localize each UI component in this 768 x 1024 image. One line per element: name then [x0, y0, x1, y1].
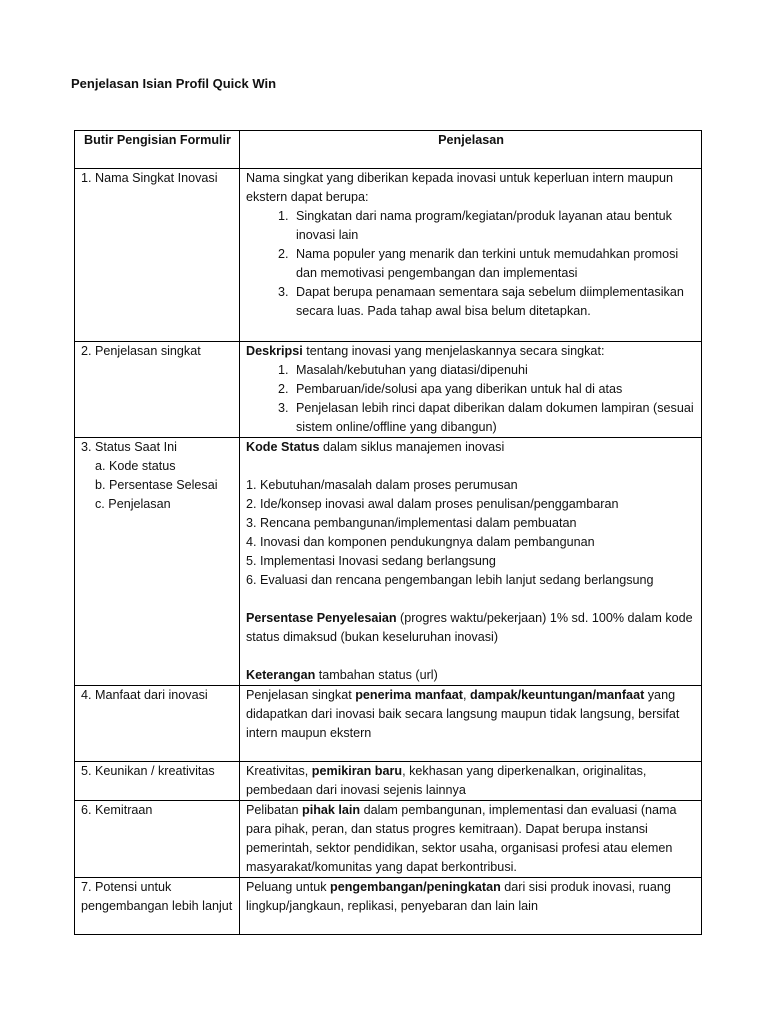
kode-item: 6. Evaluasi dan rencana pengembangan lebih lanjut sedang berlangsung	[246, 573, 654, 587]
sub-item: b. Persentase Selesai	[95, 478, 218, 492]
persentase-text	[246, 609, 696, 647]
persentase-rest: (progres waktu/pekerjaan) 1% sd. 100% dalam kode status dimaksud (bukan keseluruhan inovasi)	[246, 611, 693, 644]
explanation-table	[74, 130, 702, 935]
row-label: 2. Penjelasan singkat	[75, 342, 240, 438]
text: yang didapatkan dari inovasi baik secara langsung maupun tidak langsung, bersifat intern maupun ekstern	[246, 688, 680, 740]
bold-term: pengembangan/peningkatan	[330, 880, 501, 894]
text: Penjelasan singkat	[246, 688, 356, 702]
numbered-list	[246, 361, 696, 437]
text: Pelibatan	[246, 803, 303, 817]
bold-term: Keterangan	[246, 668, 316, 682]
header-butir: Butir Pengisian Formulir	[75, 131, 240, 169]
row-explanation	[240, 342, 702, 438]
bold-term: pihak lain	[302, 803, 361, 817]
heading-text: dalam siklus manajemen inovasi	[319, 440, 505, 454]
bold-term: Kode Status	[246, 440, 320, 454]
table-header-row	[75, 131, 702, 169]
text: dari sisi produk inovasi, ruang lingkup/jangkaun, replikasi, penyebaran dan lain lain	[246, 880, 671, 913]
table-row	[75, 342, 702, 438]
kode-item: 2. Ide/konsep inovasi awal dalam proses penulisan/penggambaran	[246, 497, 619, 511]
row-label	[75, 438, 240, 686]
table-row	[75, 762, 702, 801]
sub-item: c. Penjelasan	[95, 497, 171, 511]
bold-term: Deskripsi	[246, 344, 303, 358]
row-label: 4. Manfaat dari inovasi	[75, 686, 240, 762]
row-intro: Nama singkat yang diberikan kepada inovasi untuk keperluan intern maupun ekstern dapat berupa:	[246, 171, 674, 204]
row-explanation	[240, 762, 702, 801]
kode-status-heading	[246, 438, 696, 457]
table-row	[75, 801, 702, 878]
kode-item: 3. Rencana pembangunan/implementasi dalam pembuatan	[246, 516, 577, 530]
list-item: 3. Dapat berupa penamaan sementara saja sebelum diimplementasikan secara luas. Pada tahap awal bisa belum ditetapkan.	[292, 283, 696, 321]
text: Peluang untuk	[246, 880, 331, 894]
bold-term: Persentase Penyelesaian	[246, 611, 397, 625]
table-row	[75, 438, 702, 686]
row-explanation	[240, 686, 702, 762]
bold-term: penerima manfaat	[355, 688, 464, 702]
text: , kekhasan yang diperkenalkan, originalitas, pembedaan dari inovasi sejenis lainnya	[246, 764, 647, 797]
intro-text: tentang inovasi yang menjelaskannya secara singkat:	[302, 344, 605, 358]
list-item: 2. Pembaruan/ide/solusi apa yang diberikan untuk hal di atas	[292, 380, 696, 399]
table-row	[75, 169, 702, 342]
row-label: 6. Kemitraan	[75, 801, 240, 878]
sub-item: a. Kode status	[95, 459, 176, 473]
row-label: 7. Potensi untuk pengembangan lebih lanjut	[75, 878, 240, 935]
keterangan-text	[246, 666, 696, 685]
table-row	[75, 878, 702, 935]
list-item: 3. Penjelasan lebih rinci dapat diberikan dalam dokumen lampiran (sesuai sistem online/offline yang dibangun)	[292, 399, 696, 437]
bold-term: pemikiran baru	[311, 764, 403, 778]
kode-item: 5. Implementasi Inovasi sedang berlangsung	[246, 554, 496, 568]
row-explanation	[240, 878, 702, 935]
row-explanation	[240, 801, 702, 878]
text: dalam pembangunan, implementasi dan evaluasi (nama para pihak, peran, dan status progres kemitraan). Dapat berupa instansi pemerintah, sektor pendidikan, sektor usaha, organisasi profesi atau elemen masyarakat/komunitas yang dapat berkontribusi.	[246, 803, 677, 874]
row-label: 5. Keunikan / kreativitas	[75, 762, 240, 801]
row-explanation	[240, 169, 702, 342]
document-title: Penjelasan Isian Profil Quick Win	[71, 76, 277, 91]
numbered-list	[246, 207, 696, 321]
list-item: 1. Masalah/kebutuhan yang diatasi/dipenuhi	[292, 361, 696, 380]
keterangan-rest: tambahan status (url)	[315, 668, 438, 682]
row-intro	[246, 342, 696, 361]
bold-term: dampak/keuntungan/manfaat	[470, 688, 645, 702]
list-item: 1. Singkatan dari nama program/kegiatan/produk layanan atau bentuk inovasi lain	[292, 207, 696, 245]
row-explanation	[240, 438, 702, 686]
kode-item: 4. Inovasi dan komponen pendukungnya dalam pembangunan	[246, 535, 595, 549]
text: ,	[463, 688, 471, 702]
text: Kreativitas,	[246, 764, 312, 778]
header-penjelasan: Penjelasan	[240, 131, 702, 169]
kode-item: 1. Kebutuhan/masalah dalam proses perumusan	[246, 478, 518, 492]
row-label: 1. Nama Singkat Inovasi	[75, 169, 240, 342]
row-label-text: 3. Status Saat Ini	[81, 440, 177, 454]
table-row	[75, 686, 702, 762]
list-item: 2. Nama populer yang menarik dan terkini untuk memudahkan promosi dan memotivasi pengembangan dan implementasi	[292, 245, 696, 283]
